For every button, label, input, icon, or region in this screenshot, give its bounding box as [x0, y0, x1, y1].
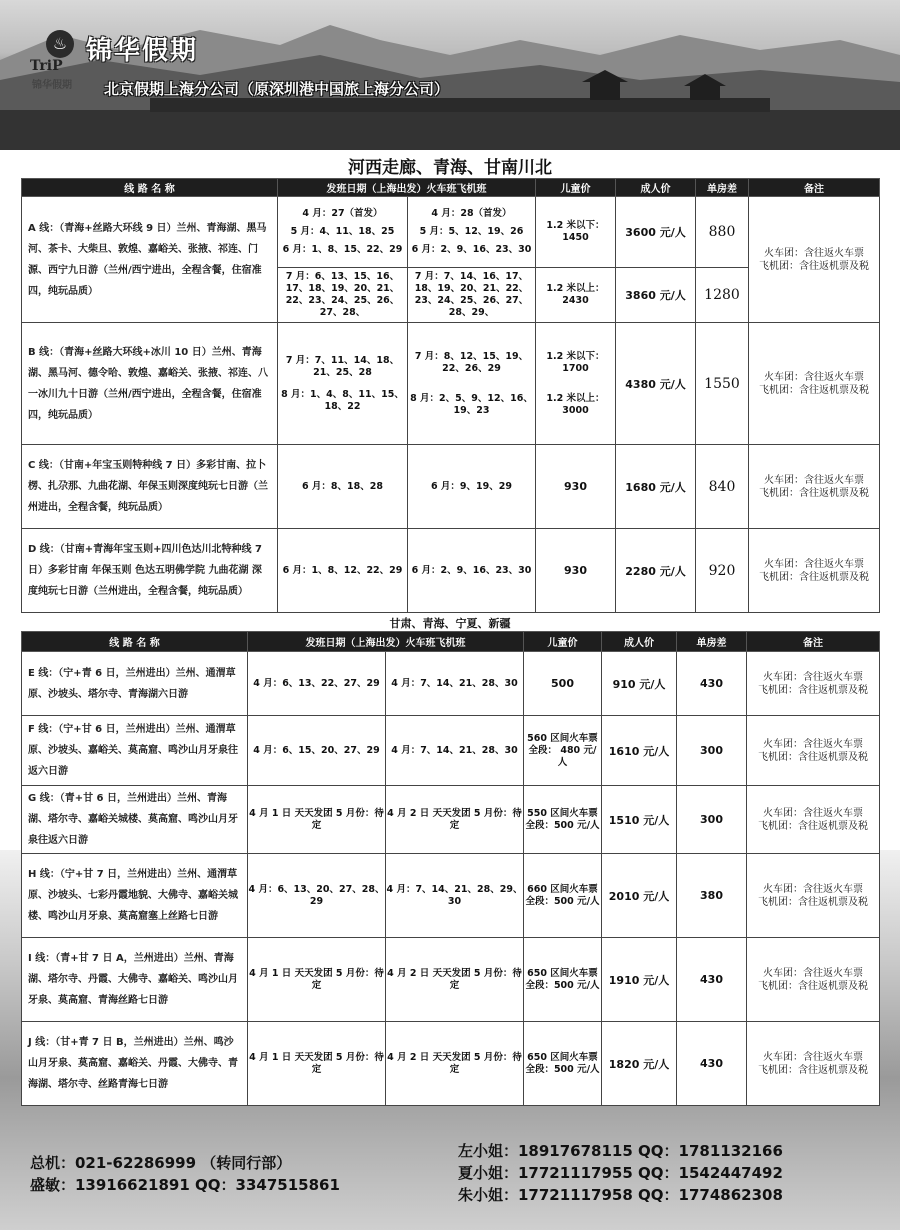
- note-h1: 火车团：含往返火车票: [763, 883, 863, 895]
- contact-zhu: 朱小姐：17721117958 QQ：1774862308: [458, 1186, 783, 1204]
- single-h: 380: [677, 854, 747, 938]
- single-a2: 1280: [696, 268, 749, 323]
- table-row: [22, 854, 880, 938]
- logo-icon: ♨: [46, 30, 74, 58]
- route-i: I 线：（青+甘 7 日 A，兰州进出）兰州、青海湖、塔尔寺、丹霞、大佛寺、嘉峪关、鸣沙山月牙泉、莫高窟、青海丝路七日游: [22, 938, 248, 1022]
- route-e: E 线：（宁+青 6 日，兰州进出）兰州、通渭草原、沙坡头、塔尔寺、青海湖六日游: [22, 652, 248, 716]
- note-d1: 火车团：含往返火车票: [764, 558, 864, 570]
- date-a1-jun: 6 月：1、8、15、22、29: [282, 244, 403, 255]
- child-b2: 1.2 米以上：3000: [546, 392, 605, 416]
- adult-f: 1610 元/人: [602, 716, 677, 786]
- single-g: 300: [677, 786, 747, 854]
- date-b2-jul: 7 月：8、12、15、19、22、26、29: [414, 350, 529, 374]
- header-note: 备注: [747, 632, 880, 652]
- date-g2: 4 月 2 日 天天发团 5 月份：待定: [386, 786, 524, 854]
- note-a2: 飞机团：含往返机票及税: [759, 260, 869, 272]
- header-note: 备注: [749, 179, 880, 197]
- header-single: 单房差: [677, 632, 747, 652]
- route-j: J 线：（甘+青 7 日 B，兰州进出）兰州、鸣沙山月牙泉、莫高窟、嘉峪关、丹霞、大佛寺、青海湖、塔尔寺、丝路青海七日游: [22, 1022, 248, 1106]
- adult-g: 1510 元/人: [602, 786, 677, 854]
- table-row: [22, 652, 880, 716]
- header-single: 单房差: [696, 179, 749, 197]
- header-dates: 发班日期（上海出发）火车班飞机班: [248, 632, 524, 652]
- table-row: [22, 786, 880, 854]
- route-c: C 线：（甘南+年宝玉则特种线 7 日）多彩甘南、拉卜楞、扎尕那、九曲花湖、年保玉则深度纯玩七日游（兰州进出，全程含餐，纯玩品质）: [22, 445, 278, 529]
- child-c: 930: [536, 445, 616, 529]
- contacts-left: [30, 1152, 340, 1196]
- adult-c: 1680 元/人: [616, 445, 696, 529]
- header-route: 线 路 名 称: [22, 632, 248, 652]
- table-row: [22, 323, 880, 445]
- route-b: B 线：（青海+丝路大环线+冰川 10 日）兰州、青海湖、黑马河、德令哈、敦煌、嘉峪关、张掖、祁连、八一冰川九十日游（兰州/西宁进出，全程含餐，住宿准四，纯玩品质）: [22, 323, 278, 445]
- note-i2: 飞机团：含往返机票及税: [758, 980, 868, 992]
- note-i1: 火车团：含往返火车票: [763, 967, 863, 979]
- brand-name: 锦华假期: [86, 36, 199, 66]
- single-b: 1550: [696, 323, 749, 445]
- brand-subtext: 锦华假期: [32, 80, 72, 91]
- date-b1-jul: 7 月：7、11、14、18、21、25、28: [285, 354, 400, 378]
- date-f1: 4 月：6、15、20、27、29: [248, 716, 386, 786]
- single-i: 430: [677, 938, 747, 1022]
- single-c: 840: [696, 445, 749, 529]
- date-a2-head: 4 月：28（首发）: [431, 208, 512, 219]
- date-i1: 4 月 1 日 天天发团 5 月份：待定: [248, 938, 386, 1022]
- single-f: 300: [677, 716, 747, 786]
- adult-j: 1820 元/人: [602, 1022, 677, 1106]
- single-a1: 880: [696, 197, 749, 268]
- child-g: 550 区间火车票全段：500 元/人: [524, 786, 602, 854]
- adult-a2: 3860 元/人: [616, 268, 696, 323]
- table-row: [22, 197, 880, 268]
- date-h2: 4 月：7、14、21、28、29、30: [386, 854, 524, 938]
- date-b2-aug: 8 月：2、5、9、12、16、19、23: [410, 392, 533, 416]
- contact-sheng: 盛敏：13916621891 QQ：3347515861: [30, 1176, 340, 1194]
- adult-i: 1910 元/人: [602, 938, 677, 1022]
- route-h: H 线：（宁+甘 7 日，兰州进出）兰州、通渭草原、沙坡头、七彩丹霞地貌、大佛寺、嘉峪关城楼、鸣沙山月牙泉、莫高窟塞上丝路七日游: [22, 854, 248, 938]
- date-b1-aug: 8 月：1、4、8、11、15、18、22: [281, 388, 404, 412]
- company-name: 北京假期上海分公司（原深圳港中国旅上海分公司）: [104, 80, 450, 98]
- single-j: 430: [677, 1022, 747, 1106]
- table-row: [22, 716, 880, 786]
- adult-h: 2010 元/人: [602, 854, 677, 938]
- note-g1: 火车团：含往返火车票: [763, 807, 863, 819]
- note-j2: 飞机团：含往返机票及税: [758, 1064, 868, 1076]
- note-a1: 火车团：含往返火车票: [764, 247, 864, 259]
- note-g2: 飞机团：含往返机票及税: [758, 820, 868, 832]
- note-c1: 火车团：含往返火车票: [764, 474, 864, 486]
- note-d2: 飞机团：含往返机票及税: [759, 571, 869, 583]
- date-h1: 4 月：6、13、20、27、28、29: [248, 854, 386, 938]
- child-j: 650 区间火车票全段：500 元/人: [524, 1022, 602, 1106]
- contact-main: 总机：021-62286999 （转同行部）: [30, 1154, 292, 1172]
- header-child: 儿童价: [536, 179, 616, 197]
- adult-a1: 3600 元/人: [616, 197, 696, 268]
- section2-table: [21, 631, 880, 1106]
- header-dates: 发班日期（上海出发）火车班飞机班: [278, 179, 536, 197]
- date-f2: 4 月：7、14、21、28、30: [386, 716, 524, 786]
- note-e2: 飞机团：含往返机票及税: [758, 684, 868, 696]
- date-g1: 4 月 1 日 天天发团 5 月份：待定: [248, 786, 386, 854]
- note-c2: 飞机团：含往返机票及税: [759, 487, 869, 499]
- header-adult: 成人价: [616, 179, 696, 197]
- table-row: [22, 1022, 880, 1106]
- note-b1: 火车团：含往返火车票: [764, 371, 864, 383]
- trip-logo-text: TriP: [30, 58, 63, 74]
- adult-d: 2280 元/人: [616, 529, 696, 613]
- note-h2: 飞机团：含往返机票及税: [758, 896, 868, 908]
- header-banner: [0, 0, 900, 150]
- adult-e: 910 元/人: [602, 652, 677, 716]
- note-f1: 火车团：含往返火车票: [763, 738, 863, 750]
- mountain-landscape-image: [0, 0, 900, 150]
- date-a1-may: 5 月：4、11、18、25: [290, 226, 395, 237]
- route-a: A 线：（青海+丝路大环线 9 日）兰州、青海湖、黑马河、茶卡、大柴旦、敦煌、嘉峪关、张掖、祁连、门源、西宁九日游（兰州/西宁进出，全程含餐，住宿准四，纯玩品质）: [22, 197, 278, 323]
- section1-table: [21, 178, 880, 613]
- date-a2-jun: 6 月：2、9、16、23、30: [411, 244, 532, 255]
- date-j1: 4 月 1 日 天天发团 5 月份：待定: [248, 1022, 386, 1106]
- child-h: 660 区间火车票全段：500 元/人: [524, 854, 602, 938]
- date-c2: 6 月：9、19、29: [408, 445, 536, 529]
- note-f2: 飞机团：含往返机票及税: [758, 751, 868, 763]
- contact-xia: 夏小姐：17721117955 QQ：1542447492: [458, 1164, 783, 1182]
- child-e: 500: [524, 652, 602, 716]
- single-e: 430: [677, 652, 747, 716]
- table-row: [22, 938, 880, 1022]
- header-route: 线 路 名 称: [22, 179, 278, 197]
- note-e1: 火车团：含往返火车票: [763, 671, 863, 683]
- child-i: 650 区间火车票全段：500 元/人: [524, 938, 602, 1022]
- child-a2: 1.2 米以上：2430: [536, 268, 616, 323]
- section1-title: 河西走廊、青海、甘南川北: [348, 158, 552, 178]
- date-e1: 4 月：6、13、22、27、29: [248, 652, 386, 716]
- date-i2: 4 月 2 日 天天发团 5 月份：待定: [386, 938, 524, 1022]
- route-g: G 线：（青+甘 6 日，兰州进出）兰州、青海湖、塔尔寺、嘉峪关城楼、莫高窟、鸣沙山月牙泉往返六日游: [22, 786, 248, 854]
- adult-b: 4380 元/人: [616, 323, 696, 445]
- note-b2: 飞机团：含往返机票及税: [759, 384, 869, 396]
- route-d: D 线：（甘南+青海年宝玉则+四川色达川北特种线 7 日）多彩甘南 年保玉则 色达五明佛学院 九曲花湖 深度纯玩七日游（兰州进出，全程含餐，纯玩品质）: [22, 529, 278, 613]
- child-a1: 1.2 米以下：1450: [536, 197, 616, 268]
- header-child: 儿童价: [524, 632, 602, 652]
- child-b1: 1.2 米以下：1700: [546, 350, 605, 374]
- date-d2: 6 月：2、9、16、23、30: [408, 529, 536, 613]
- date-c1: 6 月：8、18、28: [278, 445, 408, 529]
- contacts-right: [458, 1140, 783, 1206]
- child-f: 560 区间火车票全段： 480 元/人: [524, 716, 602, 786]
- date-a1-head: 4 月：27（首发）: [302, 208, 383, 219]
- single-d: 920: [696, 529, 749, 613]
- route-f: F 线：（宁+甘 6 日，兰州进出）兰州、通渭草原、沙坡头、嘉峪关、莫高窟、鸣沙山月牙泉往返六日游: [22, 716, 248, 786]
- date-a1-jul: 7 月：6、13、15、16、17、18、19、20、21、22、23、24、25、26、27、28、: [278, 268, 408, 323]
- note-j1: 火车团：含往返火车票: [763, 1051, 863, 1063]
- date-d1: 6 月：1、8、12、22、29: [278, 529, 408, 613]
- header-adult: 成人价: [602, 632, 677, 652]
- date-e2: 4 月：7、14、21、28、30: [386, 652, 524, 716]
- child-d: 930: [536, 529, 616, 613]
- date-a2-jul: 7 月：7、14、16、17、18、19、20、21、22、23、24、25、26、27、28、29、: [408, 268, 536, 323]
- section2-title: 甘肃、青海、宁夏、新疆: [389, 617, 511, 630]
- contact-zuo: 左小姐：18917678115 QQ：1781132166: [458, 1142, 783, 1160]
- table-row: [22, 445, 880, 529]
- date-a2-may: 5 月：5、12、19、26: [419, 226, 524, 237]
- date-j2: 4 月 2 日 天天发团 5 月份：待定: [386, 1022, 524, 1106]
- table-row: [22, 529, 880, 613]
